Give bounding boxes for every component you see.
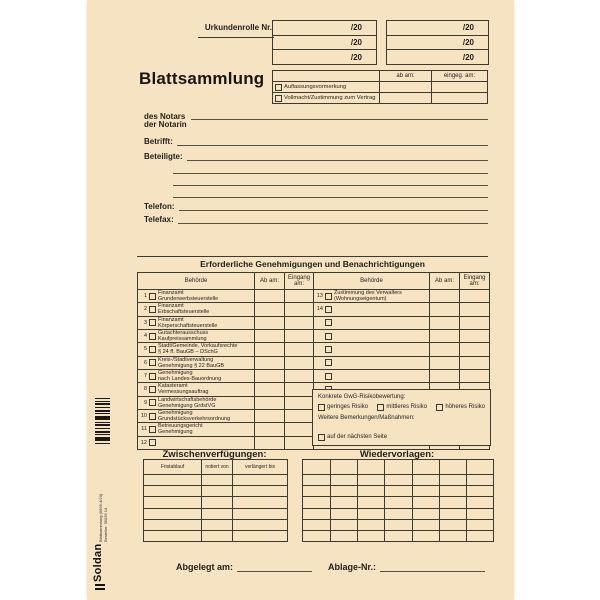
checkbox [318, 404, 325, 411]
checkbox [149, 306, 156, 313]
empty-cell [330, 485, 357, 496]
roll-cell: /20 [273, 49, 376, 64]
empty-cell [357, 485, 384, 496]
table-row [313, 356, 429, 369]
empty-cell [284, 342, 313, 355]
empty-cell [466, 485, 493, 496]
write-line [177, 136, 488, 146]
soldan-logo-mark-icon [95, 584, 105, 591]
checkbox [325, 333, 332, 340]
empty-cell [201, 474, 232, 485]
table-row: 3 Finanzamt Körperschaftsteuerstelle [138, 316, 254, 329]
empty-cell [144, 474, 201, 485]
empty-cell [439, 474, 466, 485]
empty-cell [357, 496, 384, 507]
gwg-next-page: auf der nächsten Seite [318, 434, 485, 441]
urkundenrolle-label: Urkundenrolle Nr. [198, 23, 274, 38]
checkbox [149, 359, 156, 366]
empty-cell [466, 474, 493, 485]
checkbox [149, 319, 156, 326]
empty-cell [303, 530, 330, 541]
col-header-eingang-am: Eingang am: [459, 273, 489, 289]
empty-cell [303, 496, 330, 507]
checkbox [318, 434, 325, 441]
empty-cell [412, 485, 439, 496]
ablage-nr-label: Ablage-Nr.: [328, 562, 377, 572]
empty-cell [254, 329, 284, 342]
empty-cell [431, 81, 487, 92]
empty-cell [439, 460, 466, 474]
col-header-eingeg-am: eingeg. am: [431, 71, 487, 81]
empty-cell [284, 409, 313, 422]
empty-cell [144, 485, 201, 496]
empty-cell [439, 508, 466, 519]
empty-cell [330, 460, 357, 474]
empty-cell [303, 519, 330, 530]
empty-cell [232, 496, 287, 507]
empty-cell [144, 508, 201, 519]
checkbox [149, 386, 156, 393]
col-header-behoerde: Behörde [184, 277, 208, 284]
checkbox [325, 373, 332, 380]
col-header-verlaengert-bis: verlängert bis [232, 460, 287, 474]
roll-cell: /20 [462, 23, 474, 33]
empty-cell [459, 342, 489, 355]
empty-cell [379, 92, 431, 103]
roll-cell: /20 [350, 23, 362, 33]
checkbox [149, 426, 156, 433]
empty-cell [254, 422, 284, 435]
empty-cell [466, 530, 493, 541]
col-header-eingang-am: Eingang am: [284, 273, 313, 289]
write-line [173, 177, 488, 186]
empty-cell [284, 329, 313, 342]
empty-cell [144, 530, 201, 541]
empty-cell [254, 409, 284, 422]
notar-write-line [191, 111, 488, 120]
roll-cell: /20 [273, 35, 376, 50]
empty-cell [412, 508, 439, 519]
empty-header-cell [273, 71, 379, 81]
empty-cell [429, 316, 459, 329]
empty-cell [429, 356, 459, 369]
empty-cell [284, 369, 313, 382]
empty-cell [144, 519, 201, 530]
empty-cell [384, 508, 411, 519]
empty-cell [254, 302, 284, 315]
col-header-behoerde: Behörde [313, 273, 429, 289]
empty-cell [303, 474, 330, 485]
gwg-remarks-label: Weitere Bemerkungen/Maßnahmen: [318, 415, 415, 421]
empty-cell [459, 289, 489, 302]
write-line [179, 201, 488, 211]
gwg-option-low: geringes Risiko [318, 404, 368, 411]
empty-cell [429, 369, 459, 382]
empty-cell [431, 92, 487, 103]
empty-cell [384, 460, 411, 474]
write-line [187, 151, 488, 161]
empty-cell [284, 382, 313, 395]
zwischenverfuegungen-title: Zwischenverfügungen: [162, 449, 267, 460]
empty-cell [254, 289, 284, 302]
empty-cell [201, 496, 232, 507]
empty-cell [466, 496, 493, 507]
checkbox [275, 84, 282, 91]
gwg-risk-box [312, 389, 491, 446]
write-line [237, 562, 312, 572]
table-row [313, 369, 429, 382]
write-line [173, 165, 488, 174]
table-row [313, 316, 429, 329]
empty-cell [384, 496, 411, 507]
empty-cell [330, 474, 357, 485]
empty-cell [254, 382, 284, 395]
empty-cell [466, 508, 493, 519]
telefax-label: Telefax: [144, 215, 174, 224]
vormerk-row-label: Vollmacht/Zustimmung zum Vertrag [273, 92, 379, 103]
checkbox [149, 439, 156, 446]
table-row: 10 Genehmigung Grundstücksverkehrsordnung [138, 409, 254, 422]
empty-cell [357, 460, 384, 474]
checkbox [325, 293, 332, 300]
empty-cell [357, 519, 384, 530]
betrifft-label: Betrifft: [144, 137, 173, 146]
abgelegt-label: Abgelegt am: [176, 562, 234, 572]
empty-cell [144, 496, 201, 507]
checkbox [325, 346, 332, 353]
empty-cell [384, 519, 411, 530]
notar-label-2: der Notarin [144, 120, 187, 129]
table-row: 6 Kreis-/Stadtverwaltung Genehmigung § 22 BauGB [138, 356, 254, 369]
empty-cell [357, 474, 384, 485]
table-row: 9 Landwirtschaftsbehörde Genehmigung GrdstVG [138, 396, 254, 409]
empty-cell [459, 369, 489, 382]
table-row: 4 Gutachterausschuss Kaufpreissammlung [138, 329, 254, 342]
table-row [313, 329, 429, 342]
write-line [380, 562, 485, 572]
table-row: 2 Finanzamt Erbschaftsteuerstelle [138, 302, 254, 315]
roll-number-box-left [272, 20, 377, 65]
checkbox [275, 95, 282, 102]
checkbox [436, 404, 443, 411]
empty-cell [412, 474, 439, 485]
empty-cell [303, 460, 330, 474]
checkbox [149, 399, 156, 406]
checkbox [149, 293, 156, 300]
empty-cell [439, 530, 466, 541]
checkbox [377, 404, 384, 411]
print-info: Blattsammlung (0995-4/20) Bestellnr. 35035 14 [98, 493, 108, 542]
empty-cell [201, 530, 232, 541]
empty-cell [254, 369, 284, 382]
roll-cell: /20 [387, 49, 488, 64]
empty-cell [254, 436, 284, 449]
empty-cell [439, 519, 466, 530]
col-header-ab-am: Ab am: [429, 273, 459, 289]
empty-cell [254, 396, 284, 409]
betrifft-field [144, 136, 488, 146]
zwischenverfuegungen-table [143, 459, 288, 542]
gwg-title: Konkrete GwG-Risikobewertung: [318, 394, 406, 400]
wiedervorlagen-title: Wiedervorlagen: [359, 449, 435, 460]
empty-cell [357, 530, 384, 541]
empty-cell [384, 474, 411, 485]
empty-cell [459, 356, 489, 369]
col-header-ab-am: ab am: [379, 71, 431, 81]
table-row: 5 Stadt/Gemeinde, Vorkaufsrechte § 24 ff. BauGB – DSchG [138, 342, 254, 355]
table-row [313, 342, 429, 355]
checkbox [325, 319, 332, 326]
empty-cell [429, 329, 459, 342]
empty-cell [284, 422, 313, 435]
empty-cell [330, 508, 357, 519]
empty-cell [439, 496, 466, 507]
soldan-logo: Soldan [92, 543, 104, 582]
page-title: Blattsammlung [139, 69, 265, 88]
empty-cell [466, 460, 493, 474]
empty-cell [357, 508, 384, 519]
empty-cell [412, 496, 439, 507]
empty-cell [232, 519, 287, 530]
empty-cell [232, 485, 287, 496]
empty-cell [284, 302, 313, 315]
table-row: 13 Zustimmung des Verwalters (Wohnungseigentum) [313, 289, 429, 302]
table-row: 14 [313, 302, 429, 315]
empty-cell [384, 485, 411, 496]
empty-cell [459, 329, 489, 342]
gwg-option-medium: mittleres Risiko [377, 404, 427, 411]
table-row: 7 Genehmigung nach Landes-Bauordnung [138, 369, 254, 382]
beteiligte-field [144, 151, 488, 161]
empty-cell [232, 474, 287, 485]
section-title: Erforderliche Genehmigungen und Benachrichtigungen [200, 259, 425, 269]
telefon-field [144, 201, 488, 211]
telefon-label: Telefon: [144, 202, 175, 211]
empty-cell [466, 519, 493, 530]
empty-cell [201, 519, 232, 530]
checkbox [325, 306, 332, 313]
empty-cell [330, 519, 357, 530]
empty-cell [439, 485, 466, 496]
form-page [87, 0, 514, 600]
empty-cell [459, 302, 489, 315]
beteiligte-label: Beteiligte: [144, 152, 183, 161]
empty-cell [284, 396, 313, 409]
roll-cell: /20 [387, 35, 488, 50]
empty-cell [201, 508, 232, 519]
col-header-notiert-von: notiert von [201, 460, 232, 474]
write-line [173, 189, 488, 198]
col-header-fristablauf: Fristablauf [160, 463, 185, 470]
write-line [178, 214, 488, 224]
telefax-field [144, 214, 488, 224]
table-row: 11 Betreuungsgericht Genehmigung [138, 422, 254, 435]
roll-number-box-right [386, 20, 489, 65]
empty-cell [429, 302, 459, 315]
empty-cell [412, 530, 439, 541]
gwg-options [318, 404, 485, 411]
empty-cell [254, 342, 284, 355]
empty-cell [384, 530, 411, 541]
empty-cell [201, 485, 232, 496]
barcode [95, 398, 110, 444]
empty-cell [254, 316, 284, 329]
col-header-ab-am: Ab am: [254, 273, 284, 289]
empty-cell [284, 289, 313, 302]
checkbox [149, 413, 156, 420]
empty-cell [284, 436, 313, 449]
checkbox [325, 359, 332, 366]
empty-cell [412, 460, 439, 474]
footer [176, 562, 488, 572]
empty-cell [379, 81, 431, 92]
empty-cell [303, 485, 330, 496]
checkbox [149, 346, 156, 353]
empty-cell [284, 356, 313, 369]
empty-cell [429, 289, 459, 302]
empty-cell [232, 530, 287, 541]
notar-label-1: des Notars [144, 112, 186, 121]
checkbox [149, 333, 156, 340]
empty-cell [412, 519, 439, 530]
empty-cell [330, 530, 357, 541]
checkbox [149, 373, 156, 380]
empty-cell [232, 508, 287, 519]
empty-cell [284, 316, 313, 329]
section-divider [137, 256, 488, 257]
empty-cell [303, 508, 330, 519]
table-row: 1 Finanzamt Grunderwerbsteuerstelle [138, 289, 254, 302]
empty-cell [459, 316, 489, 329]
empty-cell [429, 342, 459, 355]
table-row: 8 Katasteramt Vermessungsauftrag [138, 382, 254, 395]
vormerk-row-label: Auflassungsvormerkung [273, 81, 379, 92]
table-row: 12 [138, 436, 254, 449]
vormerkung-table [272, 70, 488, 104]
empty-cell [330, 496, 357, 507]
gwg-option-high: höheres Risiko [436, 404, 485, 411]
wiedervorlagen-table [302, 459, 494, 542]
empty-cell [254, 356, 284, 369]
